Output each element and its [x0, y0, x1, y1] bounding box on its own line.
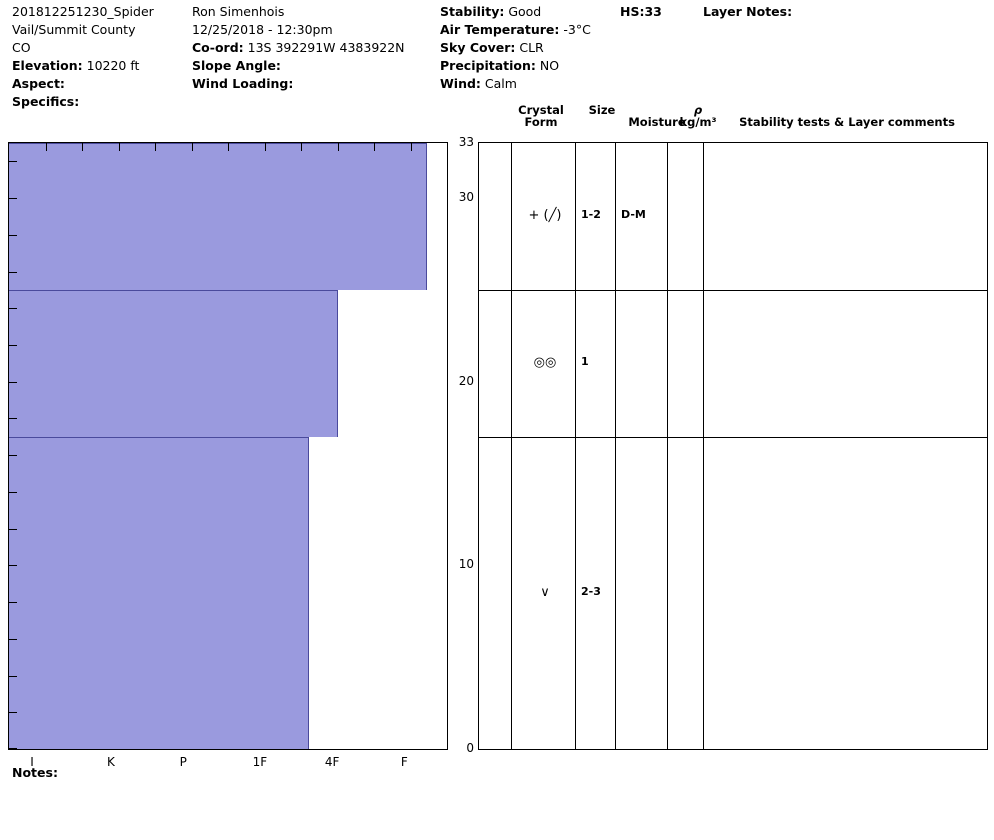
layer-moisture: D-M	[621, 208, 646, 222]
layer-crystal-form: ◎◎	[533, 355, 557, 371]
column-separator	[511, 143, 512, 749]
hardness-tick	[411, 143, 412, 151]
elevation-row	[12, 57, 192, 75]
header-observer-column	[192, 3, 440, 93]
precipitation-value: NO	[539, 58, 560, 73]
sky-cover-value: CLR	[519, 40, 544, 55]
hardness-tick	[119, 143, 120, 151]
depth-tick	[9, 161, 17, 162]
depth-tick	[9, 602, 17, 603]
depth-tick	[9, 565, 17, 566]
depth-tick	[9, 492, 17, 493]
layer-grain-size: 1-2	[581, 208, 601, 222]
slope-angle-label: Slope Angle:	[192, 58, 281, 73]
column-separator	[667, 143, 668, 749]
hs-label: HS:	[620, 4, 645, 19]
hardness-tick	[155, 143, 156, 151]
slope-angle-row	[192, 57, 440, 75]
layer-table-header	[478, 103, 988, 142]
wind-loading-label: Wind Loading:	[192, 76, 294, 91]
column-separator	[575, 143, 576, 749]
depth-tick	[9, 308, 17, 309]
hardness-profile-plot	[8, 142, 448, 750]
hardness-tick	[374, 143, 375, 151]
hardness-axis-label: I	[30, 755, 34, 769]
depth-tick	[9, 272, 17, 273]
layer-crystal-form: + (╱)	[528, 208, 562, 224]
hardness-tick	[265, 143, 266, 151]
pit-title: 201812251230_Spider	[12, 4, 154, 19]
coordinates-row	[192, 39, 440, 57]
column-separator	[615, 143, 616, 749]
depth-tick	[9, 639, 17, 640]
wind-row	[440, 75, 608, 93]
depth-axis-label: 10	[458, 557, 474, 572]
depth-axis-label: 33	[458, 135, 474, 149]
moisture-header: Moisture	[628, 115, 686, 129]
density-units-header: kg/m³	[679, 115, 717, 129]
header-conditions-column	[440, 3, 608, 93]
depth-tick	[9, 235, 17, 236]
pit-state: CO	[12, 40, 31, 55]
depth-axis-label: 20	[458, 373, 474, 388]
layer-detail-table	[478, 142, 988, 750]
sky-cover-label: Sky Cover:	[440, 40, 516, 55]
hardness-tick	[46, 143, 47, 151]
stability-tests-header: Stability tests & Layer comments	[739, 115, 955, 129]
depth-tick	[9, 418, 17, 419]
row-separator	[479, 290, 987, 291]
layer-notes-label: Layer Notes:	[703, 4, 793, 19]
layer-grain-size: 2-3	[581, 584, 601, 598]
layer-bar	[9, 437, 309, 749]
elevation-label: Elevation:	[12, 58, 83, 73]
stability-label: Stability:	[440, 4, 505, 19]
air-temperature-value: -3°C	[563, 22, 591, 37]
depth-tick	[9, 676, 17, 677]
hardness-tick	[228, 143, 229, 151]
depth-tick	[9, 748, 17, 749]
layer-bar	[9, 290, 338, 437]
depth-axis-label: 30	[458, 190, 474, 205]
size-header: Size	[588, 103, 616, 117]
stability-row	[440, 3, 608, 21]
depth-tick	[9, 345, 17, 346]
notes-label: Notes:	[12, 765, 58, 780]
wind-value: Calm	[484, 76, 517, 91]
depth-tick	[9, 198, 17, 199]
header-layer-notes-column	[703, 3, 983, 21]
observer-name: Ron Simenhois	[192, 4, 285, 19]
depth-axis	[448, 135, 478, 755]
hardness-tick	[338, 143, 339, 151]
depth-tick	[9, 529, 17, 530]
layer-bar	[9, 143, 427, 290]
depth-axis-label: 0	[466, 741, 474, 755]
coordinates-value: 13S 392291W 4383922N	[247, 40, 405, 55]
header-location-column	[12, 3, 192, 111]
row-separator	[479, 437, 987, 438]
layer-crystal-form: ∨	[540, 584, 550, 600]
hs-row	[620, 3, 700, 21]
specifics-label: Specifics:	[12, 94, 80, 109]
wind-loading-row	[192, 75, 440, 93]
aspect-label: Aspect:	[12, 76, 65, 91]
air-temperature-row	[440, 21, 608, 39]
layer-grain-size: 1	[581, 355, 589, 369]
air-temperature-label: Air Temperature:	[440, 22, 560, 37]
observation-datetime: 12/25/2018 - 12:30pm	[192, 22, 333, 37]
density-symbol-header: ρ	[693, 103, 703, 117]
hardness-tick	[192, 143, 193, 151]
sky-cover-row	[440, 39, 608, 57]
hardness-axis-label: P	[179, 755, 187, 769]
hardness-axis-label: K	[106, 755, 115, 769]
header-hs-column	[620, 3, 700, 21]
coordinates-label: Co-ord:	[192, 40, 244, 55]
stability-value: Good	[508, 4, 542, 19]
precipitation-label: Precipitation:	[440, 58, 536, 73]
aspect-row	[12, 75, 192, 93]
hardness-axis-label: 1F	[252, 755, 268, 769]
pit-place: Vail/Summit County	[12, 22, 136, 37]
hardness-axis-label: 4F	[324, 755, 340, 769]
hardness-tick	[82, 143, 83, 151]
wind-label: Wind:	[440, 76, 481, 91]
column-separator	[703, 143, 704, 749]
precipitation-row	[440, 57, 608, 75]
hardness-axis	[8, 750, 448, 772]
hardness-tick	[301, 143, 302, 151]
specifics-row	[12, 93, 192, 111]
profile-header	[0, 0, 994, 112]
crystal-header: Crystal	[518, 103, 564, 117]
depth-tick	[9, 712, 17, 713]
hs-value: 33	[644, 4, 662, 19]
hardness-axis-label: F	[400, 755, 408, 769]
depth-tick	[9, 455, 17, 456]
depth-tick	[9, 382, 17, 383]
form-header: Form	[524, 115, 558, 129]
elevation-value: 10220 ft	[86, 58, 140, 73]
